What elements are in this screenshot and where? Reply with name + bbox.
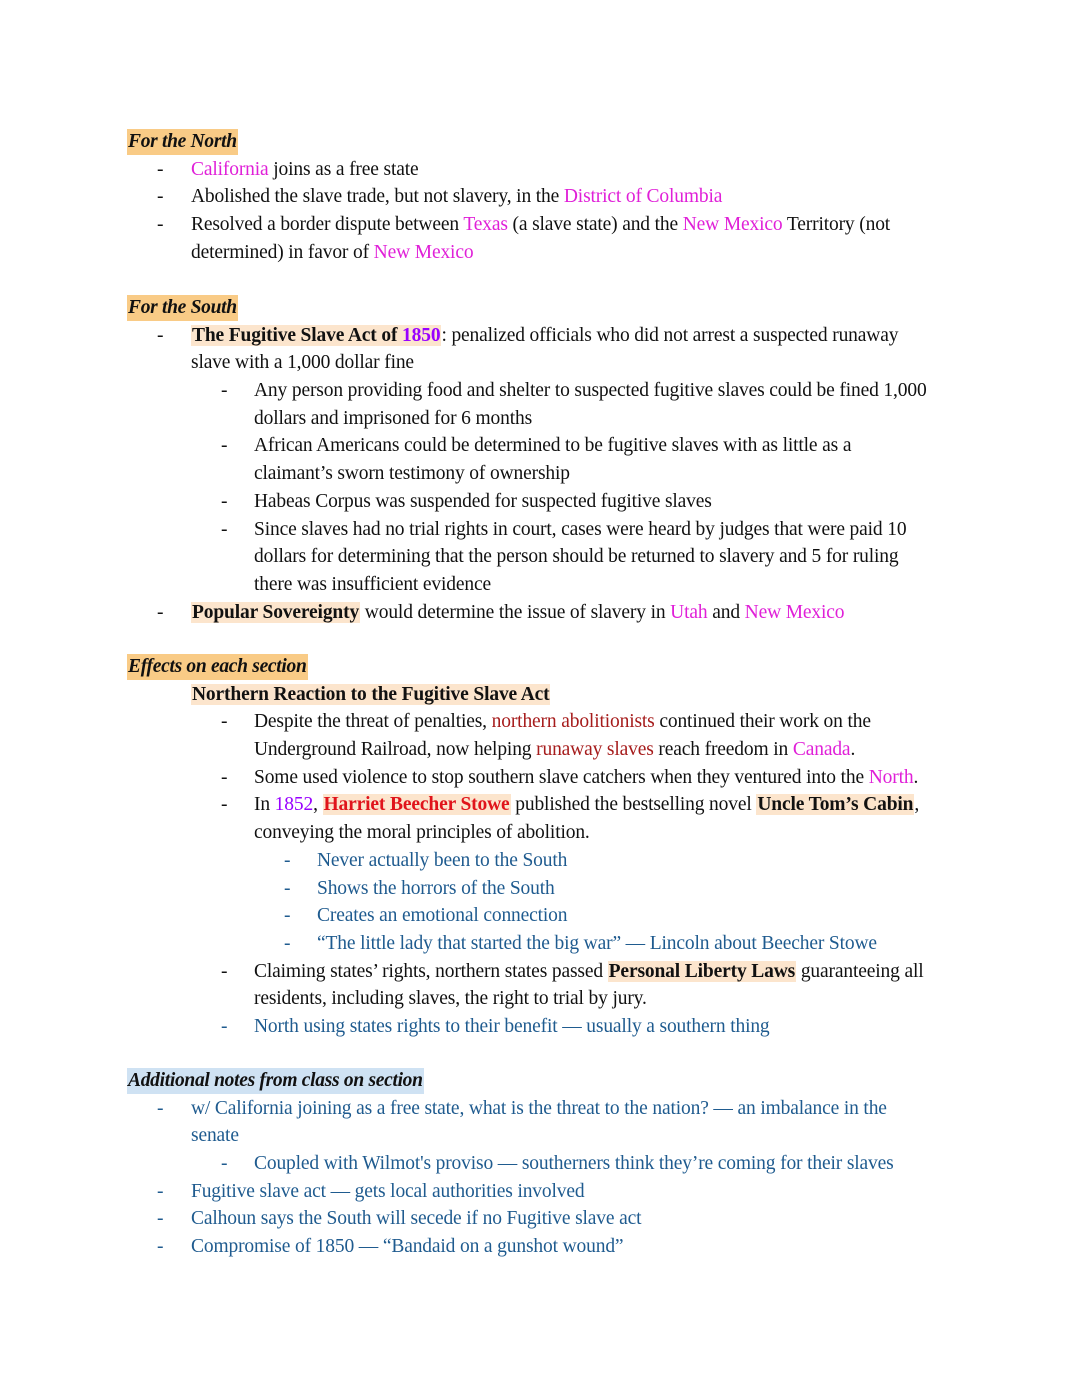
section-heading-north: For the North: [127, 129, 238, 155]
list-item: - Resolved a border dispute between Texas (a slave state) and the New Mexico Territory (not: [127, 211, 967, 239]
list-item-continuation: there was insufficient evidence: [254, 573, 492, 595]
list-item: - African Americans could be determined to be fugitive slaves with as little as a: [127, 432, 967, 460]
list-item: - Coupled with Wilmot's proviso — southerners think they’re coming for their slaves: [127, 1150, 967, 1178]
place-new-mexico: New Mexico: [373, 241, 474, 263]
bullet-dash: -: [284, 905, 291, 927]
term-fugitive-slave-act: The Fugitive Slave Act of 1850: [192, 324, 441, 346]
list-item: - Any person providing food and shelter to suspected fugitive slaves could be fined 1,000: [127, 377, 967, 405]
list-item: - Some used violence to stop southern slave catchers when they ventured into the North.: [127, 764, 967, 792]
bullet-dash: -: [221, 380, 228, 402]
list-item: - Creates an emotional connection: [127, 902, 967, 930]
list-item-continuation: dollars for determining that the person should be returned to slavery and 5 for ruling: [254, 546, 899, 568]
list-item-continuation: conveying the moral principles of abolition.: [254, 822, 590, 844]
bullet-dash: -: [157, 601, 164, 623]
place-utah: Utah: [670, 601, 708, 623]
bullet-dash: -: [284, 849, 291, 871]
place-new-mexico: New Mexico: [682, 214, 783, 236]
section-heading-effects: Effects on each section: [127, 654, 308, 680]
list-item: - Compromise of 1850 — “Bandaid on a gunshot wound”: [127, 1233, 967, 1261]
year-1852: 1852: [274, 794, 314, 816]
place-california: California: [191, 158, 269, 180]
list-item-continuation: Underground Railroad, now helping runaway slaves reach freedom in Canada.: [254, 739, 856, 761]
bullet-dash: -: [157, 1097, 164, 1119]
bullet-dash: -: [221, 711, 228, 733]
list-item: - Shows the horrors of the South: [127, 875, 967, 903]
list-item: - Claiming states’ rights, northern states passed Personal Liberty Laws guaranteeing all: [127, 958, 967, 986]
bullet-dash: -: [157, 1236, 164, 1258]
list-item: - Calhoun says the South will secede if no Fugitive slave act: [127, 1205, 967, 1233]
bullet-dash: -: [157, 1180, 164, 1202]
term-personal-liberty-laws: Personal Liberty Laws: [608, 960, 796, 982]
list-item: - Despite the threat of penalties, northern abolitionists continued their work on the: [127, 708, 967, 736]
bullet-dash: -: [284, 932, 291, 954]
place-north: North: [868, 766, 914, 788]
place-texas: Texas: [463, 214, 508, 236]
bullet-dash: -: [221, 518, 228, 540]
section-for-the-north: [127, 128, 967, 266]
list-item: - Never actually been to the South: [127, 847, 967, 875]
list-item: - In 1852, Harriet Beecher Stowe published the bestselling novel Uncle Tom’s Cabin,: [127, 791, 967, 819]
term-popular-sovereignty: Popular Sovereignty: [192, 601, 360, 623]
bullet-dash: -: [284, 877, 291, 899]
list-item-continuation: slave with a 1,000 dollar fine: [191, 352, 414, 374]
place-canada: Canada: [792, 739, 851, 761]
bullet-dash: -: [157, 324, 164, 346]
bullet-dash: -: [157, 186, 164, 208]
bullet-dash: -: [157, 214, 164, 236]
list-item: - “The little lady that started the big war” — Lincoln about Beecher Stowe: [127, 930, 967, 958]
bullet-dash: -: [221, 490, 228, 512]
list-item: - Habeas Corpus was suspended for suspected fugitive slaves: [127, 488, 967, 516]
list-item-continuation: senate: [191, 1125, 239, 1147]
section-effects: [127, 653, 967, 1041]
book-uncle-toms-cabin: Uncle Tom’s Cabin: [757, 794, 914, 816]
list-item-continuation: residents, including slaves, the right to trial by jury.: [254, 988, 647, 1010]
list-item: - Since slaves had no trial rights in court, cases were heard by judges that were paid 10: [127, 516, 967, 544]
bullet-dash: -: [221, 435, 228, 457]
bullet-dash: -: [221, 960, 228, 982]
bullet-dash: -: [221, 1153, 228, 1175]
bullet-dash: -: [157, 158, 164, 180]
section-additional-notes: [127, 1067, 967, 1261]
list-item: - Fugitive slave act — gets local authorities involved: [127, 1178, 967, 1206]
list-item: - Abolished the slave trade, but not slavery, in the District of Columbia: [127, 183, 967, 211]
bullet-dash: -: [157, 1208, 164, 1230]
place-new-mexico: New Mexico: [744, 601, 845, 623]
list-item-continuation: dollars and imprisoned for 6 months: [254, 407, 533, 429]
bullet-dash: -: [221, 794, 228, 816]
bullet-dash: -: [221, 766, 228, 788]
list-item: - w/ California joining as a free state, what is the threat to the nation? — an imbalance in the: [127, 1095, 967, 1123]
group-runaway-slaves: runaway slaves: [536, 739, 654, 761]
list-item-continuation: claimant’s sworn testimony of ownership: [254, 463, 570, 485]
person-harriet-beecher-stowe: Harriet Beecher Stowe: [323, 794, 510, 816]
list-item: - Popular Sovereignty would determine the issue of slavery in Utah and New Mexico: [127, 599, 967, 627]
year-1850: 1850: [402, 324, 441, 346]
section-heading-additional: Additional notes from class on section: [127, 1068, 424, 1094]
list-item: - North using states rights to their benefit — usually a southern thing: [127, 1013, 967, 1041]
group-northern-abolitionists: northern abolitionists: [491, 711, 655, 733]
section-for-the-south: [127, 294, 967, 626]
list-item: - California joins as a free state: [127, 156, 967, 184]
section-heading-south: For the South: [127, 295, 238, 321]
list-item: - The Fugitive Slave Act of 1850: penalized officials who did not arrest a suspected runaway: [127, 322, 967, 350]
subheading-northern-reaction: Northern Reaction to the Fugitive Slave Act: [192, 683, 550, 705]
place-district-of-columbia: District of Columbia: [563, 186, 723, 208]
bullet-dash: -: [221, 1015, 228, 1037]
list-item-continuation: determined) in favor of New Mexico: [191, 241, 474, 263]
